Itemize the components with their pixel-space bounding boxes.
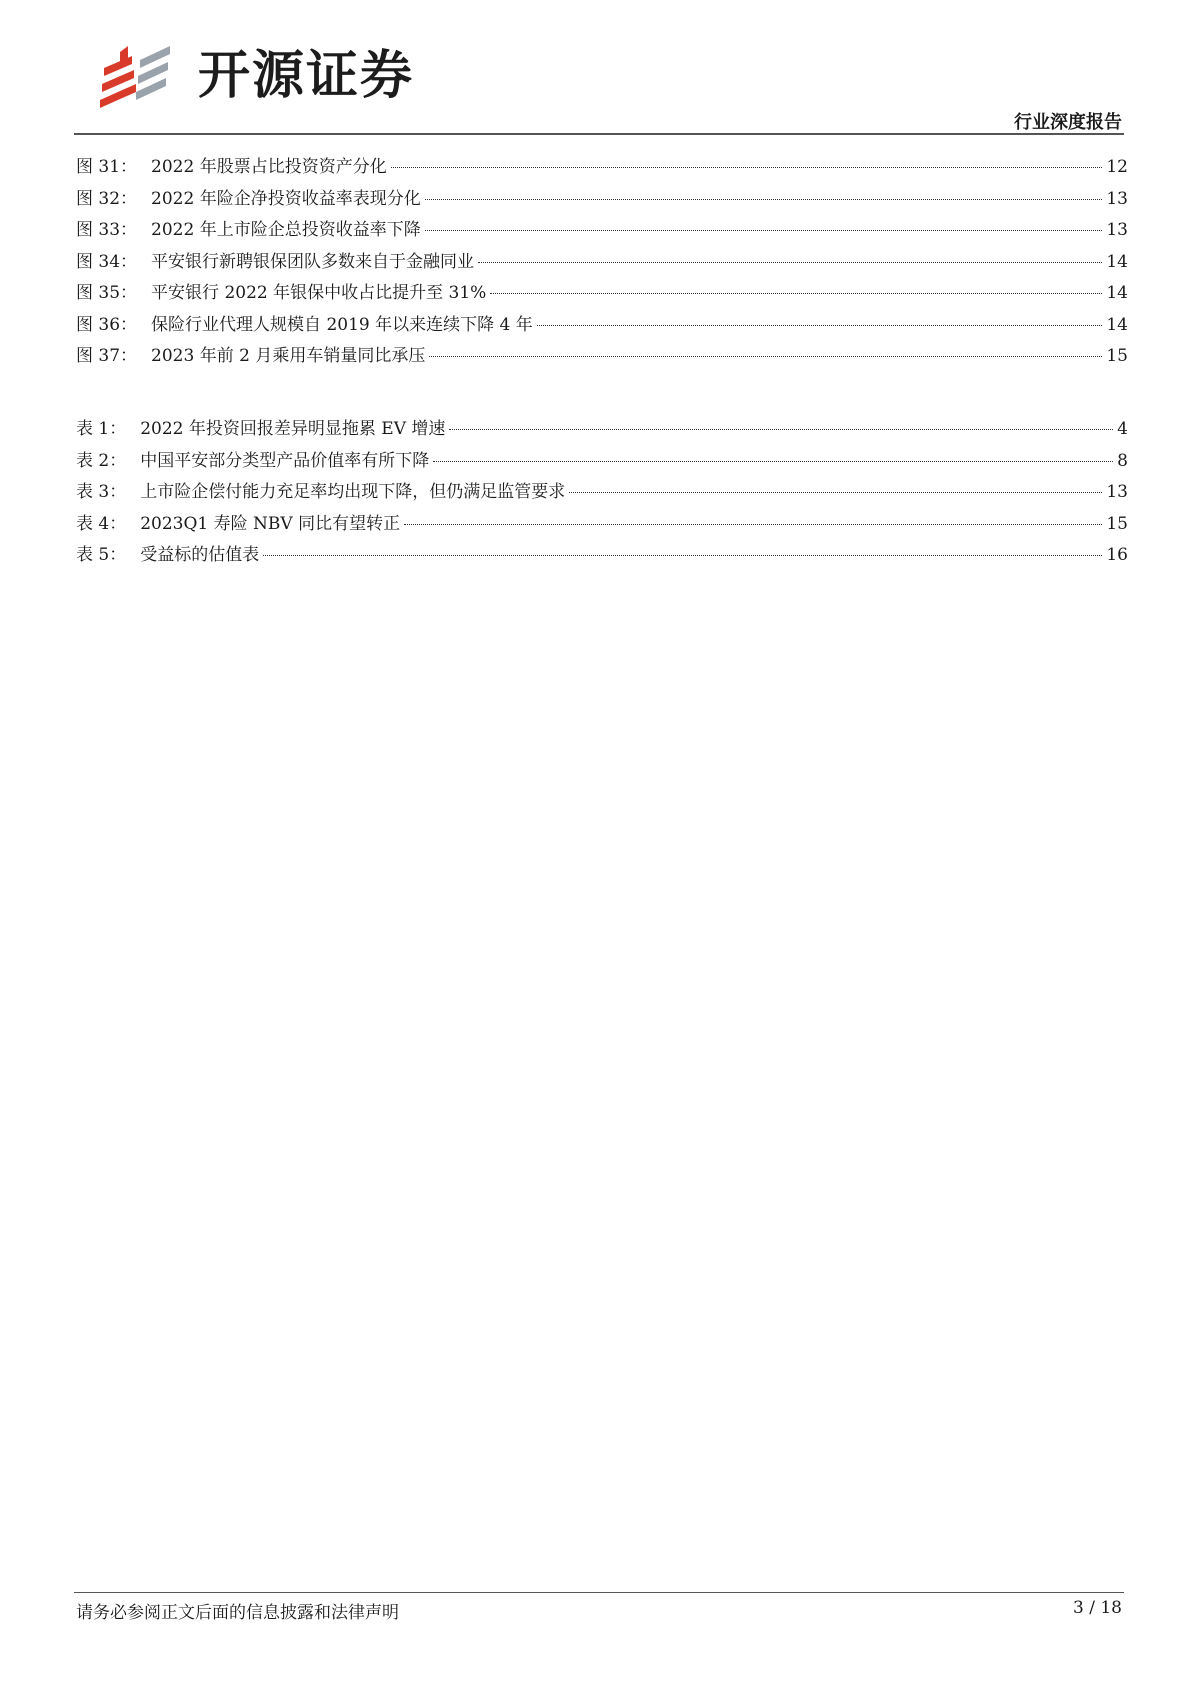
footer-disclaimer: 请务必参阅正文后面的信息披露和法律声明 [76, 1603, 399, 1623]
entry-page-number: 14 [1106, 283, 1128, 303]
entry-page-number: 16 [1106, 545, 1128, 565]
entry-prefix: 表 2： [76, 450, 127, 471]
table-list [76, 414, 1128, 572]
entry-title: 中国平安部分类型产品价值率有所下降 [140, 450, 430, 471]
figure-list [76, 152, 1128, 373]
entry-title: 上市险企偿付能力充足率均出现下降，但仍满足监管要求 [140, 482, 566, 502]
entry-title: 2022 年险企净投资收益率表现分化 [151, 188, 421, 209]
dot-leader [478, 262, 1102, 263]
table-list-item[interactable] [76, 540, 1128, 572]
dot-leader [263, 555, 1102, 556]
dot-leader [404, 524, 1102, 525]
brand-name: 开源证券 [198, 46, 415, 106]
entry-title: 平安银行 2022 年银保中收占比提升至 31% [151, 283, 487, 303]
entry-page-number: 14 [1106, 314, 1128, 335]
logo-mark-icon [98, 38, 188, 113]
entry-title: 平安银行新聘银保团队多数来自于金融同业 [151, 251, 475, 272]
entry-prefix: 图 31： [76, 157, 138, 177]
report-type-label: 行业深度报告 [1014, 112, 1122, 133]
entry-page-number: 13 [1106, 188, 1128, 209]
figure-list-item[interactable] [76, 341, 1128, 373]
entry-title: 2023 年前 2 月乘用车销量同比承压 [151, 346, 426, 366]
figure-list-item[interactable] [76, 152, 1128, 184]
dot-leader [391, 167, 1103, 168]
table-list-item[interactable] [76, 477, 1128, 509]
figure-list-item[interactable] [76, 184, 1128, 216]
entry-title: 2022 年上市险企总投资收益率下降 [151, 220, 421, 240]
entry-page-number: 15 [1106, 513, 1128, 534]
entry-prefix: 表 3： [76, 482, 127, 502]
entry-page-number: 12 [1106, 157, 1128, 177]
entry-title: 2022 年投资回报差异明显拖累 EV 增速 [140, 419, 446, 439]
header-divider [74, 133, 1124, 135]
dot-leader [429, 356, 1102, 357]
dot-leader [425, 199, 1103, 200]
dot-leader [569, 492, 1102, 493]
entry-title: 2023Q1 寿险 NBV 同比有望转正 [140, 513, 401, 534]
entry-page-number: 8 [1117, 450, 1128, 471]
entry-title: 保险行业代理人规模自 2019 年以来连续下降 4 年 [151, 314, 533, 335]
entry-page-number: 4 [1117, 419, 1128, 439]
entry-prefix: 图 33： [76, 220, 138, 240]
entry-prefix: 图 36： [76, 314, 138, 335]
figure-list-item[interactable] [76, 278, 1128, 310]
entry-prefix: 表 4： [76, 513, 127, 534]
entry-title: 2022 年股票占比投资资产分化 [151, 157, 387, 177]
table-list-item[interactable] [76, 509, 1128, 541]
page-number: 3 / 18 [1073, 1598, 1122, 1618]
entry-prefix: 图 35： [76, 283, 138, 303]
figure-list-item[interactable] [76, 215, 1128, 247]
entry-prefix: 表 1： [76, 419, 127, 439]
entry-page-number: 15 [1106, 346, 1128, 366]
dot-leader [425, 230, 1103, 231]
table-list-item[interactable] [76, 414, 1128, 446]
figure-list-item[interactable] [76, 247, 1128, 279]
dot-leader [449, 429, 1113, 430]
entry-page-number: 13 [1106, 482, 1128, 502]
entry-prefix: 表 5： [76, 545, 127, 565]
footer-divider [74, 1592, 1124, 1593]
brand-logo [98, 38, 458, 113]
entry-prefix: 图 32： [76, 188, 138, 209]
figure-list-item[interactable] [76, 310, 1128, 342]
dot-leader [537, 325, 1103, 326]
entry-prefix: 图 37： [76, 346, 138, 366]
entry-page-number: 14 [1106, 251, 1128, 272]
entry-title: 受益标的估值表 [140, 545, 260, 565]
dot-leader [490, 293, 1102, 294]
entry-prefix: 图 34： [76, 251, 138, 272]
entry-page-number: 13 [1106, 220, 1128, 240]
table-list-item[interactable] [76, 446, 1128, 478]
dot-leader [433, 461, 1113, 462]
